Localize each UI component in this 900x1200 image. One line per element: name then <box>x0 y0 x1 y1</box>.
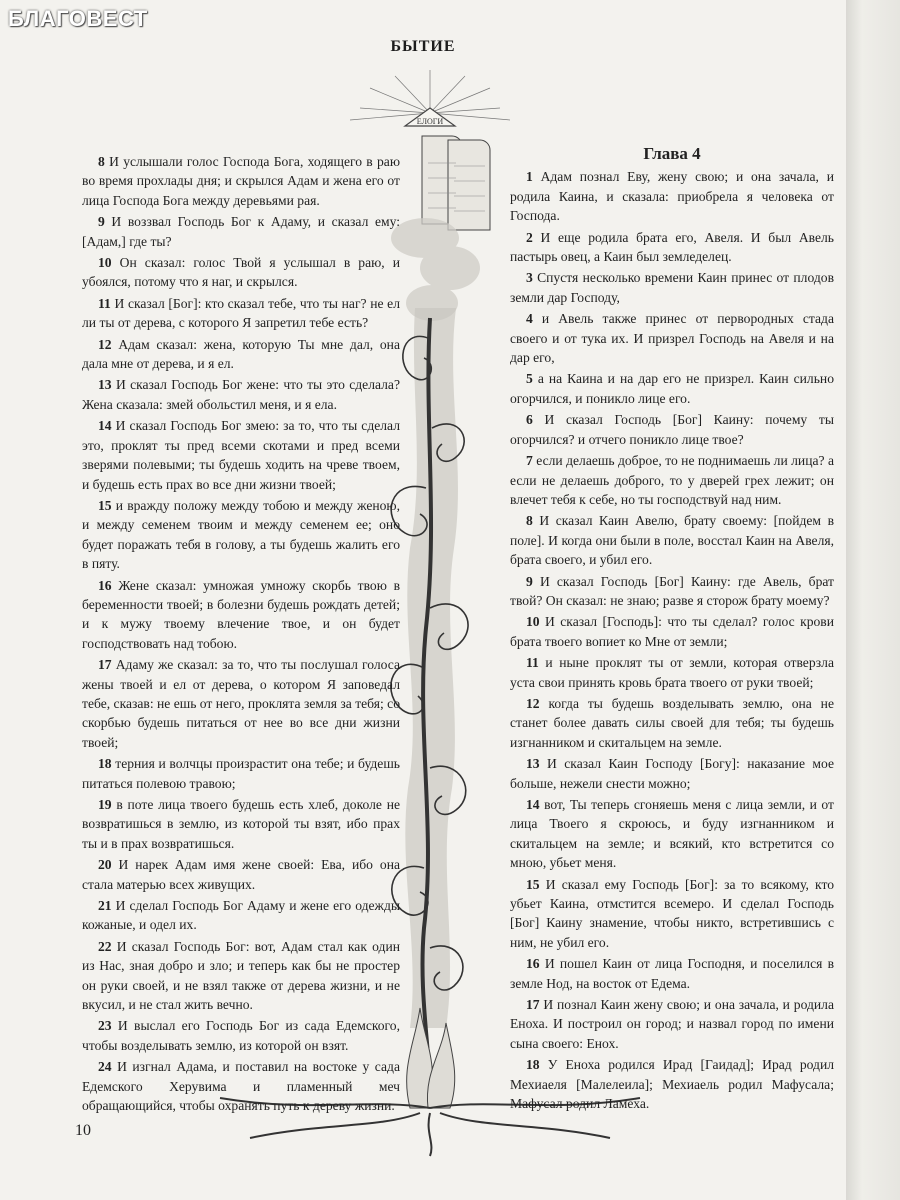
verse: 8 И сказал Каин Авелю, брату своему: [пойдем в поле]. И когда они были в поле, восстал Каин на Авеля, брата своего, и убил его. <box>510 513 834 568</box>
verse: 1 Адам познал Еву, жену свою; и она зачала, и родила Каина, и сказала: приобрела я человека от Господа. <box>510 169 834 224</box>
verse: 23 И выслал его Господь Бог из сада Едемского, чтобы возделывать землю, из которой он взят. <box>82 1018 400 1053</box>
verse: 18 У Еноха родился Ирад [Гаидад]; Ирад родил Мехиаеля [Малелеила]; Мехиаель родил Мафусала; Мафусал родил Ламеха. <box>510 1057 834 1112</box>
verse: 21 И сделал Господь Бог Адаму и жене его одежды кожаные, и одел их. <box>82 898 400 933</box>
watermark-logo: БЛАГОВЕСТ <box>8 6 148 31</box>
verse: 6 И сказал Господь [Бог] Каину: почему ты огорчился? и отчего поникло лице твое? <box>510 412 834 447</box>
verse: 10 Он сказал: голос Твой я услышал в раю, и убоялся, потому что я наг, и скрылся. <box>82 255 401 290</box>
tablet-inscription: ЕЛОГИ <box>416 117 444 126</box>
verse: 18 терния и волчцы произрастит она тебе; и будешь питаться полевою травою; <box>82 756 400 791</box>
right-text-column <box>510 144 835 1116</box>
verse: 22 И сказал Господь Бог: вот, Адам стал как один из Нас, зная добро и зло; и теперь как бы не простер он руки своей, и не взял также от дерева жизни, и не вкусил, и не стал жить вечно. <box>82 938 400 1013</box>
verse: 16 Жене сказал: умножая умножу скорбь твою в беременности твоей; в болезни будешь рождать детей; и к мужу твоему влечение твое, и он будет господствовать над тобою. <box>82 577 400 651</box>
verse: 14 И сказал Господь Бог змею: за то, что ты сделал это, проклят ты пред всеми скотами и пред всеми зверями полевыми; ты будешь ходить на чреве твоем, и будешь есть прах во все дни жизни твоей; <box>82 418 400 492</box>
verse: 5 а на Каина и на дар его не призрел. Каин сильно огорчился, и поникло лице его. <box>510 371 834 406</box>
chapter-heading: Глава 4 <box>643 144 701 163</box>
verse: 24 И изгнал Адама, и поставил на востоке у сада Едемского Херувима и пламенный меч обращающийся, чтобы охранять путь к дереву жизни. <box>82 1059 400 1114</box>
verse: 11 и ныне проклят ты от земли, которая отверзла уста свои принять кровь брата твоего от руки твоей; <box>510 655 834 690</box>
next-page-edge <box>846 0 900 1200</box>
page-number: 10 <box>75 1122 91 1139</box>
verse: 17 Адаму же сказал: за то, что ты послушал голоса жены твоей и ел от дерева, о котором Я заповедал тебе, сказав: не ешь от него, проклята земля за тебя; со скорбью будешь питаться от нее во все дни жизни твоей; <box>82 657 401 750</box>
verse: 15 И сказал ему Господь [Бог]: за то всякому, кто убьет Каина, отмстится всемеро. И сделал Господь [Бог] Каину знамение, чтобы никто, встретившись с ним, не убил его. <box>510 876 834 950</box>
left-text-column <box>82 152 400 1118</box>
verse: 11 И сказал [Бог]: кто сказал тебе, что ты наг? не ел ли ты от дерева, с которого Я запретил тебе есть? <box>82 295 400 331</box>
verse: 12 Адам сказал: жена, которую Ты мне дал, она дала мне от дерева, и я ел. <box>82 336 400 372</box>
verse: 13 И сказал Каин Господу [Богу]: наказание мое больше, нежели снести можно; <box>510 756 834 791</box>
verse: 3 Спустя несколько времени Каин принес от плодов земли дар Господу, <box>510 270 834 305</box>
running-title: БЫТИЕ <box>390 38 456 55</box>
verse: 10 И сказал [Господь]: что ты сделал? голос крови брата твоего вопиет ко Мне от земли; <box>510 614 834 649</box>
verse: 4 и Авель также принес от первородных стада своего и от тука их. И призрел Господь на Авеля и на дар его, <box>510 311 834 366</box>
verse: 15 и вражду положу между тобою и между женою, и между семенем твоим и между семенем ее; оно будет поражать тебя в голову, а ты будешь жалить его в пяту. <box>82 497 400 572</box>
verse: 16 И пошел Каин от лица Господня, и поселился в земле Нод, на восток от Едема. <box>510 956 835 991</box>
verse: 9 И воззвал Господь Бог к Адаму, и сказал ему: [Адам,] где ты? <box>82 214 400 249</box>
verse: 13 И сказал Господь Бог жене: что ты это сделала? Жена сказала: змей обольстил меня, и я ела. <box>82 377 400 412</box>
verse: 7 если делаешь доброе, то не поднимаешь ли лица? а если не делаешь доброго, то у дверей грех лежит; он влечет тебя к себе, но ты господствуй над ним. <box>510 453 834 507</box>
verse: 8 И услышали голос Господа Бога, ходящего в раю во время прохлады дня; и скрылся Адам и жена его от лица Господа Бога между деревьями рая. <box>82 154 400 208</box>
verse: 20 И нарек Адам имя жене своей: Ева, ибо она стала матерью всех живущих. <box>82 857 401 892</box>
verse: 12 когда ты будешь возделывать землю, она не станет более давать силы своей для тебя; ты будешь изгнанником и скитальцем на земле. <box>510 695 834 750</box>
verse: 19 в поте лица твоего будешь есть хлеб, доколе не возвратишься в землю, из которой ты взят, ибо прах ты и в прах возвратишься. <box>82 797 401 851</box>
verse: 9 И сказал Господь [Бог] Каину: где Авель, брат твой? Он сказал: не знаю; разве я сторож брату моему? <box>510 573 834 608</box>
verse: 17 И познал Каин жену свою; и она зачала, и родила Еноха. И построил он город; и назвал город по имени сына своего: Енох. <box>510 997 834 1051</box>
verse: 14 вот, Ты теперь сгоняешь меня с лица земли, и от лица Твоего я скроюсь, и буду изгнанником и скитальцем на земле; и всякий, кто встретится со мною, убьет меня. <box>510 797 834 871</box>
verse: 2 И еще родила брата его, Авеля. И был Авель пастырь овец, а Каин был земледелец. <box>510 229 834 265</box>
